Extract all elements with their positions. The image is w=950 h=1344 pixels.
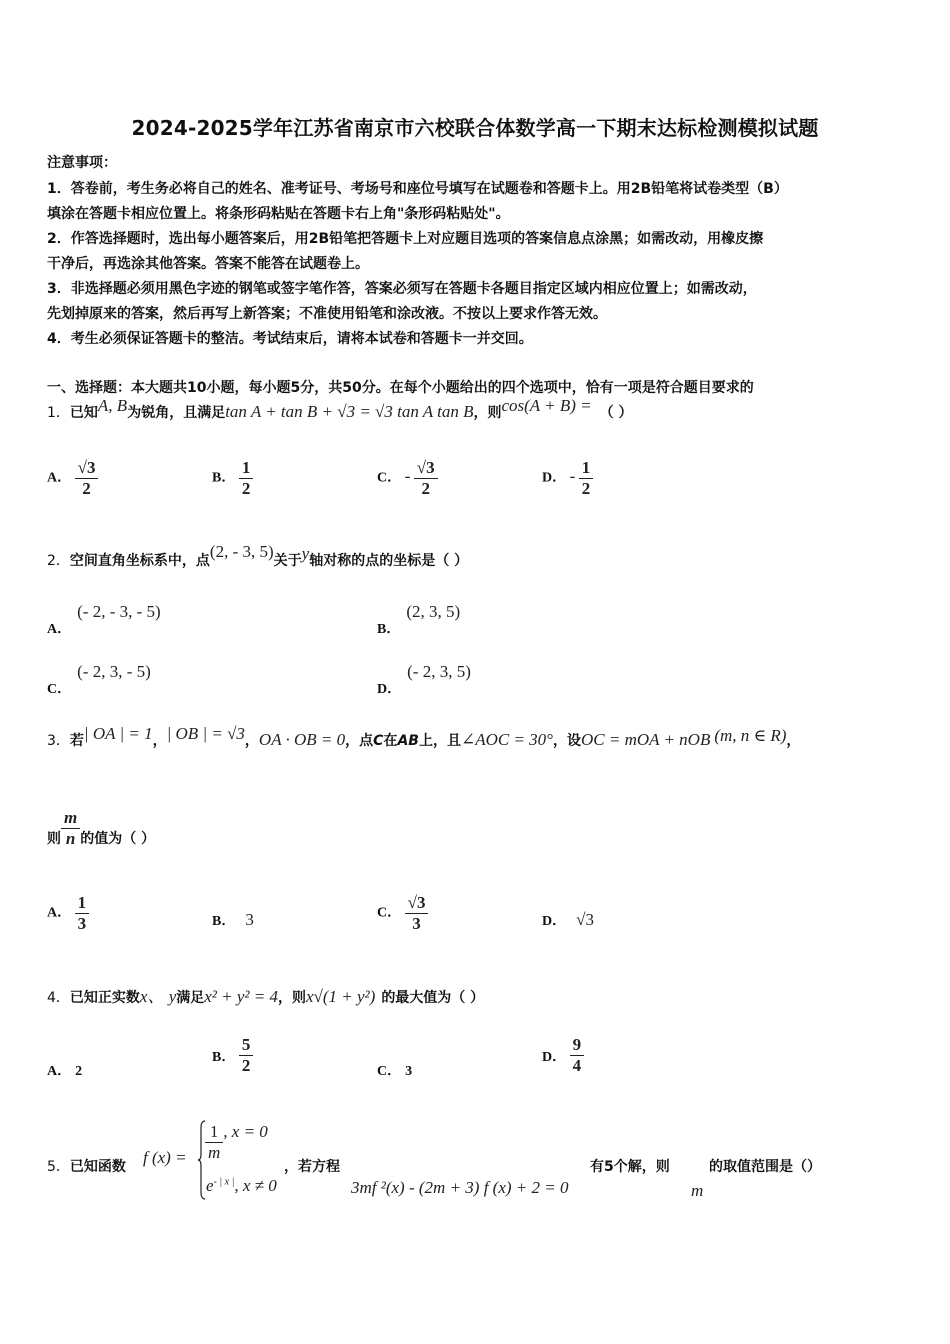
q3-option-c[interactable]	[377, 893, 428, 934]
q3-option-a[interactable]	[47, 893, 89, 934]
option-label: B．	[212, 1049, 236, 1065]
q3-text-6: 则	[47, 830, 61, 847]
q2-option-a-value: (- 2, - 3, - 5)	[77, 602, 161, 621]
q1-option-d[interactable]	[542, 458, 593, 499]
option-label: A．	[47, 622, 72, 637]
q3-option-b[interactable]	[212, 910, 254, 930]
q4-text-1: 已知正实数	[69, 990, 140, 1006]
option-label: A．	[47, 470, 72, 486]
q3-math-oc: OC = mOA + nOB	[580, 730, 711, 749]
option-label: D．	[542, 1049, 567, 1065]
notice-item-3b: 先划掉原来的答案，然后再写上新答案；不准使用铅笔和涂改液。不按以上要求作答无效。	[47, 306, 607, 322]
q1-option-a-fraction: $\frac{√3}{2}$	[75, 458, 99, 499]
q3-math-ob: | OB | = √3	[166, 724, 245, 743]
question-3-cont	[47, 808, 155, 849]
q5-case-1-fraction: $\frac{1}{m}$	[205, 1122, 223, 1163]
comma: ，	[786, 733, 801, 749]
q1-math-condition: tan A + tan B + √3 = √3 tan A tan B	[225, 402, 474, 421]
q2-text-2: 关于	[273, 553, 302, 569]
q5-case-1	[205, 1122, 268, 1163]
q3-math-angle: ∠AOC = 30°	[460, 730, 553, 749]
q1-answer-paren: （ ）	[599, 405, 633, 421]
q3-option-b-value: 3	[245, 910, 254, 929]
q1-option-c-fraction: $\frac{√3}{2}$	[414, 458, 438, 499]
q5-case-2-condition: , x ≠ 0	[234, 1176, 277, 1195]
q1-option-c[interactable]	[377, 458, 438, 499]
q3-point-c: C	[373, 733, 384, 749]
notice-item-1b: 填涂在答题卡相应位置上。将条形码粘贴在答题卡右上角"条形码粘贴处"。	[47, 206, 510, 222]
option-label: A．	[47, 1064, 72, 1079]
q2-option-c-value: (- 2, 3, - 5)	[77, 662, 151, 681]
question-4	[47, 982, 484, 1007]
question-3	[47, 724, 801, 750]
option-label: A．	[47, 905, 72, 921]
notice-item-2b: 干净后，再选涂其他答案。答案不能答在试题卷上。	[47, 256, 369, 272]
q5-math-m: m	[691, 1181, 704, 1200]
q2-option-a[interactable]	[47, 602, 161, 637]
q5-math-equation: 3mf ²(x) - (2m + 3) f (x) + 2 = 0	[351, 1178, 569, 1197]
notice-heading: 注意事项：	[47, 155, 117, 171]
q1-option-b-fraction: $\frac{1}{2}$	[239, 458, 254, 499]
q5-case-2	[206, 1176, 277, 1196]
q3-segment-ab: AB	[397, 733, 419, 749]
q2-math-axis: y	[301, 544, 310, 563]
q3-text-3: 在	[383, 733, 398, 749]
q4-math-expression: x√(1 + y²)	[306, 987, 376, 1006]
minus-sign: -	[569, 466, 576, 486]
q2-text-3: 轴对称的点的坐标是（ ）	[309, 553, 469, 569]
question-number: 4．	[47, 990, 70, 1006]
option-label: D．	[542, 914, 567, 929]
option-label: B．	[212, 470, 236, 486]
minus-sign: -	[404, 466, 411, 486]
option-label: C．	[377, 905, 402, 921]
question-number: 1．	[47, 405, 70, 421]
notice-item-4: 4．考生必须保证答题卡的整洁。考试结束后，请将本试卷和答题卡一并交回。	[47, 331, 533, 347]
q4-option-d[interactable]	[542, 1035, 584, 1076]
notice-item-2a: 2．作答选择题时，选出每小题答案后，用2B铅笔把答题卡上对应题目选项的答案信息点涂黑；如需改动，用橡皮擦	[47, 231, 764, 247]
q1-option-b[interactable]	[212, 458, 253, 499]
q2-option-d[interactable]	[377, 662, 471, 697]
q3-text-5: ，设	[552, 733, 581, 749]
q3-text-2: ，点	[345, 733, 374, 749]
q3-option-a-fraction: $\frac{1}{3}$	[75, 893, 90, 934]
option-label: D．	[377, 682, 402, 697]
question-number: 5．	[47, 1159, 70, 1175]
q3-text-4: 上，且	[418, 733, 461, 749]
question-number: 3．	[47, 733, 70, 749]
q1-math-ab: A, B	[97, 396, 128, 415]
question-2	[47, 542, 469, 570]
q4-text-2: 满足	[176, 990, 205, 1006]
q3-math-domain: (m, n ∈ R)	[714, 726, 787, 745]
q4-math-xy: x、 y	[139, 987, 177, 1006]
q5-text-4: 的取值范围是（）	[709, 1159, 821, 1175]
q5-text-2: ，若方程	[284, 1159, 340, 1175]
q2-text-1: 空间直角坐标系中，点	[69, 553, 210, 569]
option-label: C．	[377, 1064, 402, 1079]
q3-option-d-value: √3	[576, 910, 594, 929]
q3-math-oa: | OA | = 1	[83, 724, 153, 743]
q4-text-3: ，则	[278, 990, 306, 1006]
q4-option-a[interactable]	[47, 1060, 82, 1080]
q3-option-c-fraction: $\frac{√3}{3}$	[405, 893, 429, 934]
q4-math-constraint: x² + y² = 4	[204, 987, 278, 1006]
q4-option-c-value: 3	[405, 1064, 413, 1079]
q2-option-d-value: (- 2, 3, 5)	[407, 662, 471, 681]
q5-piecewise-brace	[198, 1120, 204, 1200]
q4-option-d-fraction: $\frac{9}{4}$	[570, 1035, 585, 1076]
q4-option-c[interactable]	[377, 1060, 412, 1080]
notice-item-1a: 1．答卷前，考生务必将自己的姓名、准考证号、考场号和座位号填写在试题卷和答题卡上。用2B铅笔将试卷类型（B）	[47, 181, 788, 197]
q1-math-cos: cos(A + B) =	[501, 396, 592, 415]
option-label: B．	[212, 914, 236, 929]
q5-text-3: 有5个解，则	[590, 1159, 670, 1175]
question-1	[47, 396, 633, 422]
q1-text-1: 已知	[69, 405, 98, 421]
question-5-lead	[47, 1156, 126, 1176]
q3-text-7: 的值为（ ）	[80, 830, 156, 847]
q4-option-a-value: 2	[75, 1064, 83, 1079]
comma: ，	[244, 733, 259, 749]
q1-text-3: ，则	[473, 405, 502, 421]
q3-fraction-mn: $\frac{m}{n}$	[61, 808, 80, 849]
comma: ，	[152, 733, 167, 749]
question-number: 2．	[47, 553, 70, 569]
q1-option-d-fraction: $\frac{1}{2}$	[579, 458, 594, 499]
q3-option-d[interactable]	[542, 910, 594, 930]
q1-option-a[interactable]	[47, 458, 98, 499]
q1-text-2: 为锐角，且满足	[127, 405, 226, 421]
option-label: D．	[542, 470, 567, 486]
section-heading: 一、选择题：本大题共10小题，每小题5分，共50分。在每个小题给出的四个选项中，恰有一项是符合题目要求的	[47, 380, 754, 396]
notice-item-3a: 3．非选择题必须用黑色字迹的钢笔或签字笔作答，答案必须写在答题卡各题目指定区域内相应位置上；如需改动，	[47, 281, 757, 297]
q5-case-1-condition: , x = 0	[223, 1122, 268, 1141]
q2-option-b-value: (2, 3, 5)	[406, 602, 461, 621]
q2-math-point: (2, - 3, 5)	[209, 542, 274, 561]
q5-text-1: 已知函数	[69, 1159, 126, 1175]
option-label: C．	[377, 470, 402, 486]
q3-math-dot: OA · OB = 0	[258, 730, 346, 749]
q2-option-c[interactable]	[47, 662, 151, 697]
q3-text-1: 若	[69, 733, 84, 749]
q5-math-f: f (x) =	[143, 1148, 187, 1167]
q4-option-b-fraction: $\frac{5}{2}$	[239, 1035, 254, 1076]
option-label: C．	[47, 682, 72, 697]
q4-option-b[interactable]	[212, 1035, 253, 1076]
q2-option-b[interactable]	[377, 602, 461, 637]
page-title: 2024-2025学年江苏省南京市六校联合体数学高一下期末达标检测模拟试题	[131, 116, 819, 140]
q4-text-4: 的最大值为（ ）	[381, 990, 485, 1006]
option-label: B．	[377, 622, 401, 637]
q5-case-2-exponent: - | x |	[213, 1176, 235, 1188]
q5-case-2-base: e	[206, 1176, 214, 1195]
